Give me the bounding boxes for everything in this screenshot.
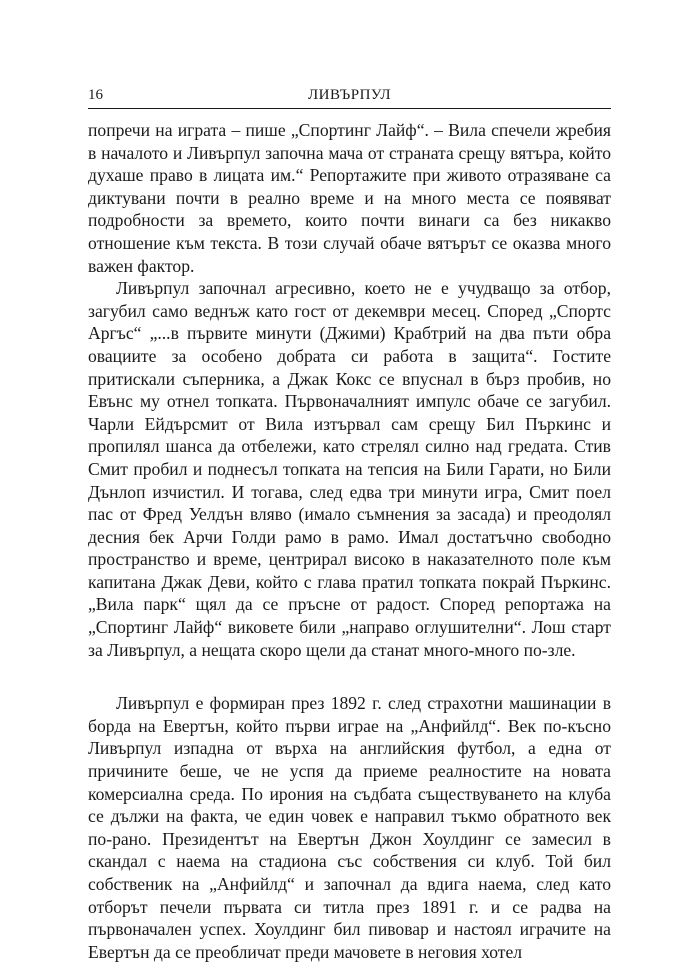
paragraph-club-history: Ливърпул е формиран през 1892 г. след страхотни машинации в борда на Евертън, който първи играе на „Анфийлд“. Век по-късно Ливърпул изпадна от върха на английския футбол, а една от причините беше, че не успя да приеме реалностите на новата комерсиална среда. По ирония на съдбата съществуването на клуба се дължи на факта, че един човек е направил тъкмо обратното век по-рано. Президентът на Евертън Джон Хоулдинг се замесил в скандал с наема на стадиона със собствения си клуб. Той бил собственик на „Анфийлд“ и започнал да вдига наема, след като отборът печели първата си титла през 1891 г. и се радва на първоначален успех. Хоулдинг бил пивовар и настоял играчите на Евертън да се преобличат преди мачовете в неговия хотел [88,693,611,962]
running-title: ЛИВЪРПУЛ [307,87,392,103]
page-header [88,84,611,109]
section-break [88,661,611,692]
page-number: 16 [88,87,103,103]
body-text [88,119,611,963]
paragraph-match-report: Ливърпул започнал агресивно, което не е учудващо за отбор, загубил само веднъж като гост от декември месец. Според „Спортс Аргъс“ „...в първите минути (Джими) Крабтрий на два пъти обра овациите за особено добрата си работа в защита“. Гостите притискали съперника, а Джак Кокс се впуснал в бърз пробив, но Евънс му отнел топката. Първоначалният импулс обаче се загубил. Чарли Ейдърсмит от Вила изтървал сам срещу Бил Пъркинс и пропилял шанса да отбележи, като стрелял силно над гредата. Стив Смит пробил и поднесъл топката на тепсия на Били Гарати, но Били Дънлоп изчистил. И тогава, след едва три минути игра, Смит поел пас от Фред Уелдън вляво (имало съмнения за засада) и преодолял десния бек Арчи Голди рамо в рамо. Имал достатъчно свободно пространство и време, центрирал високо в наказателното поле към капитана Джак Деви, който с глава пратил топката покрай Пъркинс. „Вила парк“ щял да се пръсне от радост. Според репортажа на „Спортинг Лайф“ виковете били „направо оглушителни“. Лош старт за Ливърпул, а нещата скоро щели да станат много-много по-зле. [88,278,611,660]
paragraph-continued: попречи на играта – пише „Спортинг Лайф“. – Вила спечели жребия в началото и Ливърпул започна мача от страната срещу вятъра, който духаше право в лицата им.“ Репортажите при живото отразяване са диктувани почти в реално време и на много места се появяват подробности за времето, които почти винаги са без никакво отношение към текста. В този случай обаче вятърът се оказва много важен фактор. [88,120,611,276]
book-page [88,84,611,963]
